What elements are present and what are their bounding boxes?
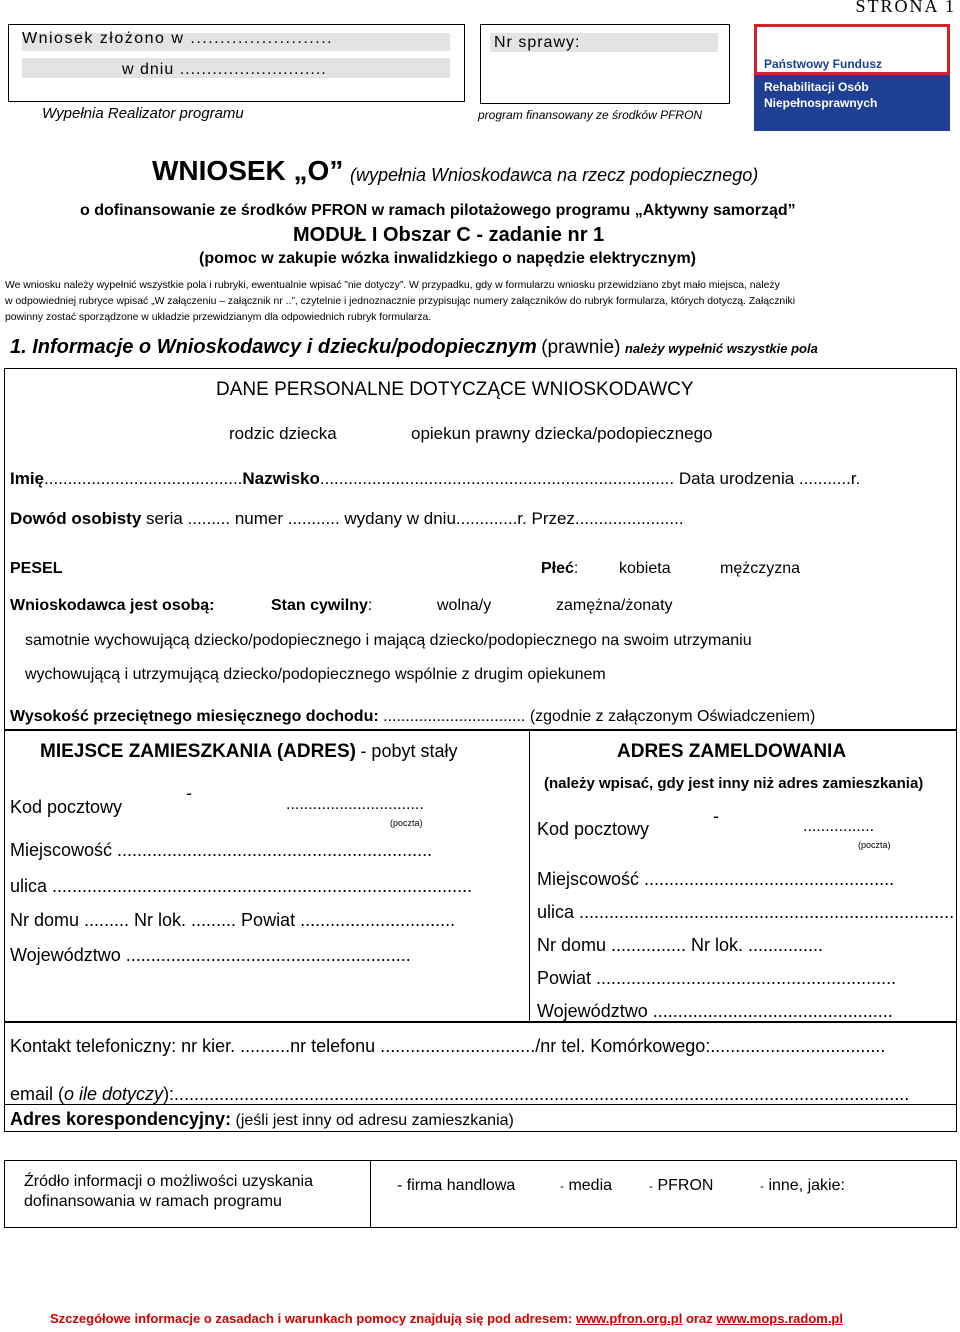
registration-heading: ADRES ZAMELDOWANIA [617, 741, 847, 762]
funded-note: program finansowany ze środków PFRON [478, 108, 703, 122]
residence-post-office-field[interactable]: ............................... [286, 796, 424, 813]
email-field[interactable]: ):................................................................................................................................................... [163, 1084, 910, 1104]
source-option-other: inne, jakie: [768, 1177, 845, 1194]
id-card-row [10, 509, 684, 529]
registration-powiat[interactable]: Powiat ............................................................ [537, 968, 897, 988]
registration-city[interactable]: Miejscowość .................................................. [537, 869, 895, 889]
source-option-pfron: PFRON [657, 1177, 714, 1194]
correspondence-row [10, 1109, 514, 1130]
residence-street[interactable]: ulica .................................................................................... [10, 876, 473, 896]
footer-link-pfron[interactable]: www.pfron.org.pl [575, 1311, 683, 1326]
case-number-label: Nr sprawy: [494, 34, 581, 51]
source-option-media-row[interactable] [560, 1177, 612, 1195]
title-main-note: (wypełnia Wnioskodawca na rzecz podopiecznego) [350, 165, 759, 185]
source-option-media-dash: - [560, 1179, 564, 1193]
instructions-line1: We wniosku należy wypełnić wszystkie pola i rubryki, ewentualnie wpisać ”nie dotyczy”. W przypadku, gdy w formularzu wniosku przewidziano zbyt mało miejsca, należy [5, 280, 780, 291]
registration-note: (należy wpisać, gdy jest inny niż adres zamieszkania) [544, 775, 924, 792]
registration-postal-label: Kod pocztowy [537, 819, 650, 839]
footer [50, 1311, 843, 1326]
marital-row [271, 597, 372, 615]
income-field[interactable]: ................................ [383, 708, 526, 725]
email-label: email ( [10, 1084, 65, 1104]
registration-note-row [544, 775, 923, 793]
phone-line[interactable]: Kontakt telefoniczny: nr kier. ..........nr telefonu .............................../nr tel. Komórkowego:................................... [10, 1036, 886, 1056]
applicant-is-label: Wnioskodawca jest osobą: [10, 597, 215, 614]
source-divider [370, 1160, 371, 1228]
sex-row [541, 560, 578, 578]
marital-married[interactable]: zamężna/żonaty [556, 597, 673, 614]
source-label-line2: dofinansowania w ramach programu [24, 1193, 282, 1210]
footer-mid: oraz [685, 1311, 713, 1326]
single-parent-option[interactable]: samotnie wychowującą dziecko/podopiecznego i mającą dziecko/podopiecznego na swoim utrzymaniu [25, 632, 752, 649]
income-row [10, 708, 815, 726]
registration-house[interactable]: Nr domu ............... Nr lok. ............... [537, 935, 824, 955]
marital-colon: : [367, 597, 373, 614]
section1-heading-text: 1. Informacje o Wnioskodawcy i dziecku/podopiecznym [10, 336, 537, 358]
source-option-other-row[interactable] [760, 1177, 845, 1195]
source-option-pfron-dash: - [649, 1179, 653, 1193]
correspondence-label: Adres korespondencyjny: [10, 1109, 232, 1129]
sex-colon: : [573, 560, 579, 577]
residence-post-office-label: (poczta) [390, 818, 423, 828]
section1-heading-note: należy wypełnić wszystkie pola [624, 341, 818, 356]
registration-postal-dash[interactable]: - [713, 806, 719, 826]
sex-label: Płeć [541, 560, 574, 577]
submitted-line1: Wniosek złożono w ........................ [22, 30, 334, 47]
first-name-field[interactable]: .......................................... [44, 469, 243, 488]
marital-label: Stan cywilny [271, 597, 368, 614]
residence-voivodeship[interactable]: Województwo ......................................................... [10, 945, 411, 965]
registration-voivodeship[interactable]: Województwo ................................................ [537, 1001, 893, 1021]
first-name-label: Imię [10, 469, 45, 488]
title-line2: o dofinansowanie ze środków PFRON w ramach pilotażowego programu „Aktywny samorząd” [80, 202, 796, 219]
option-parent[interactable]: rodzic dziecka [229, 424, 337, 443]
footer-text: Szczegółowe informacje o zasadach i warunkach pomocy znajdują się pod adresem: [50, 1311, 573, 1326]
residence-heading-row [40, 741, 457, 763]
title-line4: (pomoc w zakupie wózka inwalidzkiego o napędzie elektrycznym) [199, 250, 697, 267]
submitted-line2: w dniu ........................... [122, 61, 327, 78]
sex-female[interactable]: kobieta [619, 560, 671, 577]
instructions-line2: w odpowiedniej rubryce wpisać „W załączeniu – załącznik nr ..”, czytelnie i jednoznacznie przypisując numery załączników do rubryk formularza, których dotyczą. Załączniki [5, 296, 796, 307]
logo-line3: Niepełnosprawnych [764, 96, 878, 110]
source-option-media: media [568, 1177, 613, 1194]
registration-post-office-field[interactable]: ................ [803, 818, 875, 835]
birth-date-field[interactable]: Data urodzenia ...........r. [678, 469, 861, 488]
email-row[interactable] [10, 1084, 909, 1105]
id-card-label: Dowód osobisty [10, 509, 142, 528]
source-label-line1: Źródło informacji o możliwości uzyskania [24, 1173, 313, 1190]
logo-line2: Rehabilitacji Osób [764, 80, 869, 94]
residence-postal-dash[interactable]: - [186, 783, 192, 803]
section1-heading [10, 336, 818, 359]
personal-heading: DANE PERSONALNE DOTYCZĄCE WNIOSKODAWCY [216, 379, 694, 400]
residence-heading: MIEJSCE ZAMIESZKANIA (ADRES) [40, 741, 356, 762]
last-name-field[interactable]: ........................................................................... [319, 469, 675, 488]
title-line3: MODUŁ I Obszar C - zadanie nr 1 [293, 224, 605, 246]
marital-single[interactable]: wolna/y [437, 597, 492, 614]
name-row [10, 469, 860, 489]
filled-by-realizer: Wypełnia Realizator programu [42, 105, 244, 122]
registration-post-office-label: (poczta) [858, 840, 891, 850]
income-note: (zgodnie z załączonym Oświadczeniem) [529, 708, 816, 725]
title-main: WNIOSEK „O” [152, 155, 344, 186]
id-card-fields[interactable]: seria ......... numer ........... wydany w dniu.............r. Przez....................... [146, 509, 684, 528]
source-option-pfron-row[interactable] [649, 1177, 713, 1195]
last-name-label: Nazwisko [242, 469, 320, 488]
source-option-other-dash: - [760, 1179, 764, 1193]
income-label: Wysokość przeciętnego miesięcznego dochodu: [10, 708, 384, 725]
residence-city[interactable]: Miejscowość ............................................................... [10, 840, 433, 860]
page-number: STRONA 1 [855, 0, 956, 16]
registration-street[interactable]: ulica ........................................................................... [537, 902, 955, 922]
address-divider [529, 730, 530, 1022]
sex-male[interactable]: mężczyzna [720, 560, 801, 577]
co-parent-option[interactable]: wychowującą i utrzymującą dziecko/podopiecznego wspólnie z drugim opiekunem [25, 666, 606, 683]
residence-house[interactable]: Nr domu ......... Nr lok. ......... Powiat ............................... [10, 910, 456, 930]
email-note: o ile dotyczy [64, 1084, 164, 1104]
source-option-firm[interactable]: - firma handlowa [397, 1177, 516, 1194]
residence-postal-label: Kod pocztowy [10, 797, 123, 817]
option-guardian[interactable]: opiekun prawny dziecka/podopiecznego [411, 424, 713, 443]
email-divider [4, 1104, 957, 1105]
pfron-logo [754, 24, 950, 131]
section1-heading-paren: (prawnie) [541, 337, 621, 358]
footer-link-mops[interactable]: www.mops.radom.pl [716, 1311, 843, 1326]
correspondence-note: (jeśli jest inny od adresu zamieszkania) [235, 1112, 514, 1129]
pesel-label: PESEL [10, 560, 63, 577]
logo-line1: Państwowy Fundusz [764, 57, 883, 71]
residence-heading-note: - pobyt stały [360, 741, 458, 761]
instructions-line3: powinny zostać sporządzone w układzie przewidzianym dla odpowiednich rubryk formularza. [5, 312, 432, 323]
